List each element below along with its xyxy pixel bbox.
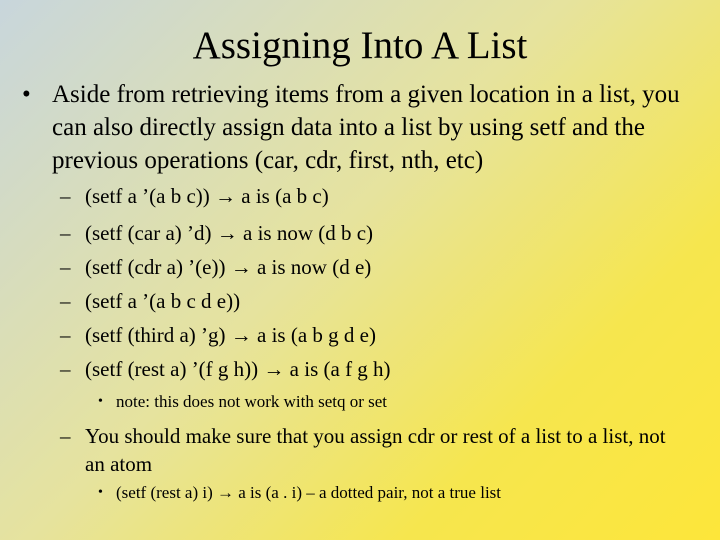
dash-icon: – bbox=[60, 357, 71, 381]
arrow-icon: → bbox=[230, 255, 252, 279]
example-item bbox=[60, 356, 690, 382]
example-code: (setf (cdr a) ’(e)) bbox=[85, 255, 226, 279]
arrow-icon: → bbox=[230, 323, 252, 347]
advice-item bbox=[60, 422, 690, 478]
example-item bbox=[60, 220, 690, 246]
bullet-icon: • bbox=[22, 81, 31, 108]
example-result: a is now (d b c) bbox=[243, 221, 374, 245]
example-item bbox=[60, 254, 690, 280]
example-code: (setf a ’(a b c)) bbox=[85, 184, 210, 208]
example-item bbox=[60, 288, 690, 314]
example-result: a is (a f g h) bbox=[289, 357, 391, 381]
example-code: (setf (third a) ’g) bbox=[85, 323, 226, 347]
dash-icon: – bbox=[60, 184, 71, 208]
arrow-icon: → bbox=[215, 184, 236, 208]
example-result: a is (a b g d e) bbox=[257, 323, 376, 347]
dash-icon: – bbox=[60, 424, 71, 448]
example-code: (setf (rest a) ’(f g h)) bbox=[85, 357, 259, 381]
note-dotted-pair bbox=[98, 482, 698, 504]
note-result: a is (a . i) – a dotted pair, not a true list bbox=[238, 483, 502, 502]
slide-title: Assigning Into A List bbox=[192, 24, 528, 67]
arrow-icon: → bbox=[217, 483, 235, 502]
main-bullet-text: Aside from retrieving items from a given location in a list, you can also directly assign data into a list by using setf and the previous operations (car, cdr, first, nth, etc) bbox=[52, 81, 680, 174]
note-setq bbox=[98, 391, 698, 413]
note-setq-text: note: this does not work with setq or set bbox=[116, 392, 388, 411]
main-bullet bbox=[22, 78, 692, 177]
example-code: (setf a ’(a b c d e)) bbox=[85, 289, 241, 313]
dash-icon: – bbox=[60, 323, 71, 347]
example-result: a is now (d e) bbox=[256, 255, 372, 279]
note-code: (setf (rest a) i) bbox=[116, 483, 213, 502]
dash-icon: – bbox=[60, 289, 71, 313]
advice-text: You should make sure that you assign cdr or rest of a list to a list, not an atom bbox=[85, 424, 666, 476]
arrow-icon: → bbox=[216, 221, 238, 245]
example-item bbox=[60, 322, 690, 348]
arrow-icon: → bbox=[263, 357, 285, 381]
example-item bbox=[60, 183, 690, 209]
example-code: (setf (car a) ’d) bbox=[85, 221, 212, 245]
dash-icon: – bbox=[60, 255, 71, 279]
dash-icon: – bbox=[60, 221, 71, 245]
example-result: a is (a b c) bbox=[241, 184, 329, 208]
bullet-icon: • bbox=[98, 485, 103, 500]
bullet-icon: • bbox=[98, 394, 103, 409]
